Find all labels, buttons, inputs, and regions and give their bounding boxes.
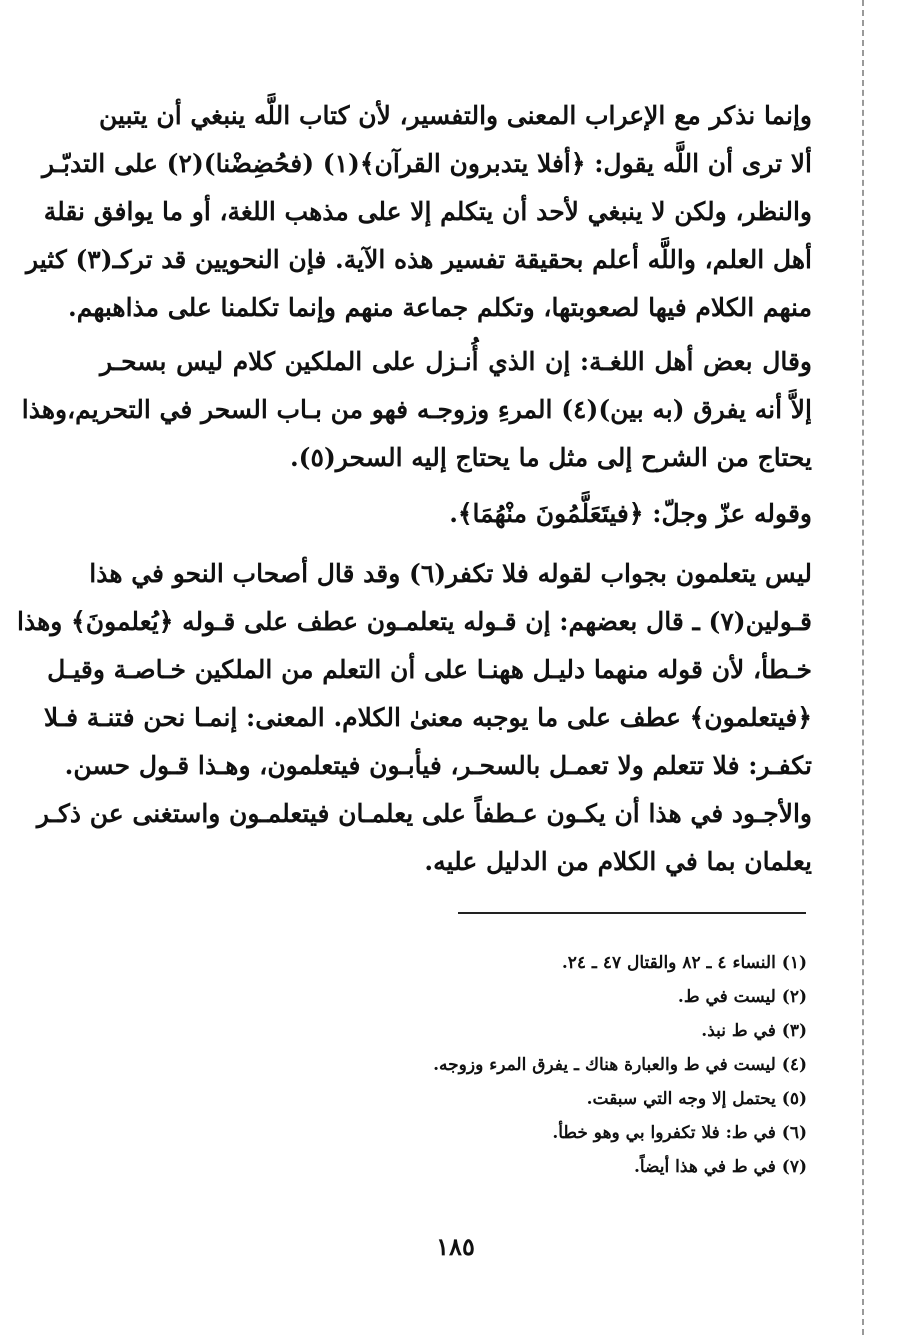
text-line: ليس يتعلمون بجواب لقوله فلا تكفر(٦) وقد قال أصحاب النحو في هذا [89,559,812,588]
footnote-5: (٥) يحتمل إلا وجه التي سبقت. [586,1089,807,1109]
text-line: وإنما نذكر مع الإعراب المعنى والتفسير، لأن كتاب اللَّه ينبغي أن يتبين [99,101,812,130]
page-number: ١٨٥ [436,1232,475,1261]
text-line: إلاَّ أنه يفرق (به بين)(٤) المرءِ وزوجـه فهو من بـاب السحر في التحريم،وهذا [21,395,812,424]
paragraph-1 [25,92,812,332]
footnote-2: (٢) ليست في ط. [677,987,807,1007]
page-edge-line [862,0,864,1335]
text-line: أهل العلم، واللَّه أعلم بحقيقة تفسير هذه الآية. فإن النحويين قد تركـ(٣) كثير [25,245,812,274]
footnote-6: (٦) في ط: فلا تكفروا بي وهو خطأ. [552,1123,807,1143]
text-line: وقال بعض أهل اللغـة: إن الذي أُنـزل على الملكين كلام ليس بسحـر [100,347,812,376]
text-line: والنظر، ولكن لا ينبغي لأحد أن يتكلم إلا على مذهب اللغة، أو ما يوافق نقلة [43,197,812,226]
footnote-7: (٧) في ط في هذا أيضاً. [633,1157,807,1177]
text-line: يعلمان بما في الكلام من الدليل عليه. [424,847,812,876]
text-line: ألا ترى أن اللَّه يقول: ﴿أفلا يتدبرون القرآن﴾(١) (فحُضِضْنا)(٢) على التدبّـر [41,149,812,178]
footnote-4: (٤) ليست في ط والعبارة هناك ـ يفرق المرء وزوجه. [433,1055,807,1075]
text-line: تكفـر: فلا تتعلم ولا تعمـل بالسحـر، فيأبـون فيتعلمون، وهـذا قـول حسن. [64,751,812,780]
text-line: يحتاج من الشرح إلى مثل ما يحتاج إليه السحر(٥). [289,443,812,472]
footnote-1: (١) النساء ٤ ـ ٨٢ والقتال ٤٧ ـ ٢٤. [561,953,807,973]
footnote-separator [458,912,806,914]
footnote-3: (٣) في ط نبذ. [701,1021,807,1041]
text-line: ﴿فيتعلمون﴾ عطف على ما يوجبه معنىٰ الكلام. المعنى: إنمـا نحن فتنـة فـلا [43,703,812,732]
paragraph-4 [17,550,812,886]
paragraph-2 [21,338,812,482]
footnotes [387,946,807,1184]
text-line: والأجـود في هذا أن يكـون عـطفاً على يعلمـان فيتعلمـون واستغنى عن ذكـر [36,799,812,828]
paragraph-3 [100,490,812,538]
text-line: خـطأ، لأن قوله منهما دليـل ههنـا على أن التعلم من الملكين خـاصـة وقيـل [47,655,812,684]
text-line: منهم الكلام فيها لصعوبتها، وتكلم جماعة منهم وإنما تكلمنا على مذاهبهم. [68,293,812,322]
text-line: قـولين(٧) ـ قال بعضهم: إن قـوله يتعلمـون عطف على قـوله ﴿يُعلمونَ﴾ وهذا [17,607,812,636]
text-line: وقوله عزّ وجلّ: ﴿فيتَعَلَّمُونَ منْهُمَا﴾. [449,499,812,528]
